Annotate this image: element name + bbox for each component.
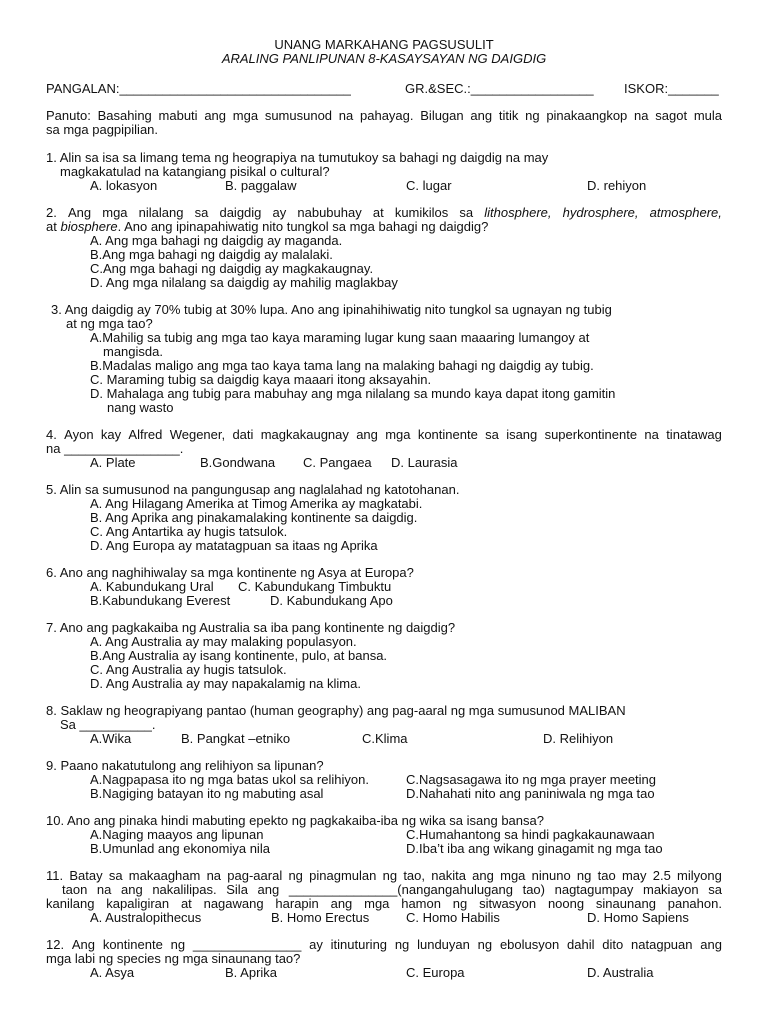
q12-word: ng [170,937,186,952]
q1-text: 1. Alin sa isa sa limang tema ng heograpiya na tumutukoy sa bahagi ng daigdig na may [46,150,549,165]
q12-word: dahil [567,937,595,952]
q3-choice-c[interactable]: C. Maraming tubig sa daigdig kaya maaari itong aksayahin. [90,372,432,387]
q3-text-cont: at ng mga tao? [66,316,153,331]
q11-word: nagtagumpay [554,882,634,897]
q9-choice-c[interactable]: C.Nagsasagawa ito ng mga prayer meeting [406,772,657,787]
q11-word: pinagmulan [309,868,377,883]
q7-choice-b[interactable]: B.Ang Australia ay isang kontinente, pulo, at bansa. [90,648,388,663]
q10-choice-b[interactable]: B.Umunlad ang ekonomiya nila [90,841,270,856]
q4-word: sa [485,427,499,442]
q11-word: na [96,882,112,897]
q11-text-line-2 [62,883,722,897]
q4-word: Alfred [128,427,163,442]
q11-word: panahon. [667,896,722,911]
q9-text: 9. Paano nakatutulong ang relihiyon sa lipunan? [46,758,324,773]
instructions-line-2: sa mga pagpipilian. [46,122,159,137]
q2-cont-italic: biosphere [60,219,118,234]
q11-word: kapaligiran [106,896,170,911]
q3-choice-a-cont: mangisda. [103,344,163,359]
q4-word: na [644,427,659,442]
q4-word: magkakaugnay [260,427,349,442]
q1-choice-d[interactable]: D. rehiyon [587,178,647,193]
q11-word: nagawang [203,896,264,911]
q3-text: 3. Ang daigdig ay 70% tubig at 30% lupa. Ano ang ipinahihiwatig nito tungkol sa ugnayan ng tubig [51,302,612,317]
q12-word: ang [700,937,722,952]
q2-choice-b[interactable]: B.Ang mga bahagi ng daigdig ay malalaki. [90,247,333,262]
q11-word: na [206,868,222,883]
q11-word: harapin [275,896,319,911]
q2-word: sa [459,205,474,220]
score-field[interactable]: ISKOR:_______ [624,81,719,96]
exam-title: UNANG MARKAHANG PAGSUSULIT [274,37,494,52]
q2-word: nabubuhay [297,205,362,220]
q2-word: ay [272,205,287,220]
q11-word: makiayon [643,882,699,897]
q7-choice-c[interactable]: C. Ang Australia ay hugis tatsulok. [90,662,287,677]
q12-word: ng [477,937,493,952]
q11-word: may [621,868,647,883]
q8-choice-c[interactable]: C.Klima [362,731,408,746]
q4-word: dati [232,427,254,442]
q11-word: Sila [226,882,248,897]
q4-word: kontinente [417,427,478,442]
q12-word: lunduyan [417,937,470,952]
q11-word: ang [121,882,143,897]
q12-word: dito [602,937,624,952]
q4-word: isang [506,427,538,442]
q2-text [46,206,722,220]
q4-choice-a[interactable]: A. Plate [90,455,136,470]
q10-choice-a[interactable]: A.Naging maayos ang lipunan [90,827,264,842]
q12-word: natagpuan [631,937,693,952]
q11-word: ang [330,896,353,911]
q11-text-line-3 [46,897,722,911]
q11-word: _______________(nangangahulugang [288,882,513,897]
q12-word: ay [309,937,323,952]
q2-cont-a: at [46,219,61,234]
q12-choice-b[interactable]: B. Aprika [225,965,278,980]
q4-text-cont: na ________________. [46,441,184,456]
q11-word: sitwasyon [479,896,537,911]
q11-choice-b[interactable]: B. Homo Erectus [271,910,370,925]
q11-word: ng [452,896,468,911]
q2-word: Ang [67,205,92,220]
q9-choice-b[interactable]: B.Nagiging batayan ito ng mabuting asal [90,786,324,801]
q5-choice-b[interactable]: B. Ang Aprika ang pinakamalaking kontinente sa daigdig. [90,510,418,525]
q10-text: 10. Ano ang pinaka hindi mabuting epekto ng pagkakaiba-iba ng wika sa isang bansa? [46,813,544,828]
q8-text: 8. Saklaw ng heograpiyang pantao (human geography) ang pag-aaral ng mga sumusunod MALIBAN [46,703,626,718]
q2-word: nilalang [138,205,184,220]
q2-word: kumikilos [394,205,449,220]
q11-word: ng [288,868,303,883]
q2-word-italic: hydrosphere, [562,205,639,220]
q11-word: sinaunang [595,896,656,911]
q6-choice-a[interactable]: A. Kabundukang Ural [90,579,214,594]
q6-choice-c[interactable]: C. Kabundukang Timbuktu [238,579,392,594]
q12-choice-a[interactable]: A. Asya [90,965,135,980]
q5-choice-d[interactable]: D. Ang Europa ay matatagpuan sa itaas ng Aprika [90,538,378,553]
q11-word: noong [547,896,585,911]
q11-word: mga [364,896,390,911]
q4-choice-c[interactable]: C. Pangaea [303,455,372,470]
q6-text: 6. Ano ang naghihiwalay sa mga kontinente ng Asya at Europa? [46,565,414,580]
q4-word: ang [356,427,378,442]
q11-word: sa [708,882,722,897]
q11-word: milyong [677,868,722,883]
q7-choice-d[interactable]: D. Ang Australia ay may napakalamig na klima. [90,676,361,691]
q11-choice-c[interactable]: C. Homo Habilis [406,910,500,925]
exam-subtitle: ARALING PANLIPUNAN 8-KASAYSAYAN NG DAIGDIG [221,51,547,66]
q7-choice-a[interactable]: A. Ang Australia ay may malaking populasyon. [90,634,357,649]
q12-choice-d[interactable]: D. Australia [587,965,654,980]
name-field[interactable]: PANGALAN:________________________________ [46,81,351,96]
q12-choice-c[interactable]: C. Europa [406,965,465,980]
q10-choice-d[interactable]: D.Iba’t iba ang wikang ginagamit ng mga tao [406,841,663,856]
q8-choice-d[interactable]: D. Relihiyon [543,731,614,746]
q11-word: ninuno [531,868,571,883]
q12-word: Ang [71,937,96,952]
q11-word: ng [576,868,592,883]
q1-text-cont: magkakatulad na katangiang pisikal o cultural? [60,164,330,179]
q4-choice-d[interactable]: D. Laurasia [391,455,458,470]
q4-word: 4. [46,427,57,442]
q2-word: at [372,205,384,220]
q2-word-italic: atmosphere, [649,205,722,220]
section-field[interactable]: GR.&SEC.:_________________ [405,81,594,96]
q6-choice-b[interactable]: B.Kabundukang Everest [90,593,231,608]
q1-choice-b[interactable]: B. paggalaw [225,178,297,193]
q3-choice-b[interactable]: B.Madalas maligo ang mga tao kaya tama lang na malaking bahagi ng daigdig ay tubig. [90,358,594,373]
q12-word: ng [394,937,410,952]
q2-word: sa [194,205,209,220]
q2-word: mga [102,205,128,220]
q12-text [46,938,722,952]
q11-word: sa [108,868,123,883]
q11-word: 11. [46,868,64,883]
q12-word: itinuturing [330,937,388,952]
q5-choice-a[interactable]: A. Ang Hilagang Amerika at Timog Amerika ay magkatabi. [90,496,423,511]
q12-word: kontinente [102,937,163,952]
q1-choice-c[interactable]: C. lugar [406,178,452,193]
q11-word: tao, [403,868,425,883]
q2-choice-a[interactable]: A. Ang mga bahagi ng daigdig ay maganda. [90,233,343,248]
q1-choice-a[interactable]: A. lokasyon [90,178,158,193]
q2-text-cont [46,220,488,234]
q11-word: tao) [522,882,545,897]
q12-word: 12. [46,937,65,952]
q4-word: Ayon [64,427,94,442]
q9-choice-d[interactable]: D.Nahahati nito ang paniniwala ng mga tao [406,786,655,801]
q4-word: mga [385,427,411,442]
q12-word: _______________ [192,937,302,952]
q4-choice-b[interactable]: B.Gondwana [200,455,276,470]
q11-word: nakita [431,868,466,883]
q11-word: ang [257,882,280,897]
q4-word: Wegener, [169,427,226,442]
q11-word: kanilang [46,896,95,911]
q5-choice-c[interactable]: C. Ang Antartika ay hugis tatsulok. [90,524,288,539]
q4-word: superkontinente [544,427,638,442]
instructions-line-1: Panuto: Basahing mabuti ang mga sumusunod na pahayag. Bilugan ang titik ng pinakaangkop na sagot mula [46,108,722,123]
q4-word: tinatawag [666,427,722,442]
q10-choice-c[interactable]: C.Humahantong sa hindi pagkakaunawaan [406,827,655,842]
q12-text-cont: mga labi ng species ng mga sinaunang tao? [46,951,301,966]
q3-choice-d-cont: nang wasto [107,400,174,415]
q4-text [46,428,722,442]
q11-word: hamon [401,896,441,911]
q6-choice-d[interactable]: D. Kabundukang Apo [270,593,393,608]
q2-cont-c: . Ano ang ipinapahiwatig nito tungkol sa mga bahagi ng daigdig? [117,219,489,234]
q11-choice-d[interactable]: D. Homo Sapiens [587,910,689,925]
q2-choice-c[interactable]: C.Ang mga bahagi ng daigdig ay magkakaugnay. [90,261,374,276]
q11-word: pag-aaral [227,868,283,883]
q2-word-italic: lithosphere, [484,205,552,220]
q11-word: mga [500,868,526,883]
q12-word: ebolusyon [499,937,560,952]
q8-choice-b[interactable]: B. Pangkat –etniko [181,731,291,746]
q11-word: makaagham [128,868,201,883]
q9-choice-a[interactable]: A.Nagpapasa ito ng mga batas ukol sa relihiyon. [90,772,369,787]
q5-text: 5. Alin sa sumusunod na pangungusap ang naglalahad ng katotohanan. [46,482,460,497]
q11-choice-a[interactable]: A. Australopithecus [90,910,202,925]
q11-word: nakalilipas. [152,882,217,897]
q11-word: 2.5 [652,868,671,883]
q2-choice-d[interactable]: D. Ang mga nilalang sa daigdig ay mahilig maglakbay [90,275,398,290]
q7-text: 7. Ano ang pagkakaiba ng Australia sa iba pang kontinente ng daigdig? [46,620,456,635]
q3-choice-d[interactable]: D. Mahalaga ang tubig para mabuhay ang mga nilalang sa mundo kaya dapat itong gamitin [90,386,616,401]
q2-word: 2. [46,205,57,220]
q4-word: kay [100,427,122,442]
q3-choice-a[interactable]: A.Mahilig sa tubig ang mga tao kaya maraming lugar kung saan maaaring lumangoy at [90,330,590,345]
q11-word: tao [597,868,616,883]
q11-word: at [180,896,192,911]
q11-word: ng [382,868,398,883]
q2-word: daigdig [219,205,262,220]
q8-choice-a[interactable]: A.Wika [90,731,132,746]
q11-text [46,869,722,883]
q11-word: Batay [69,868,103,883]
q11-word: ang [472,868,494,883]
q8-text-cont: Sa __________. [60,717,156,732]
q11-word: taon [62,882,88,897]
